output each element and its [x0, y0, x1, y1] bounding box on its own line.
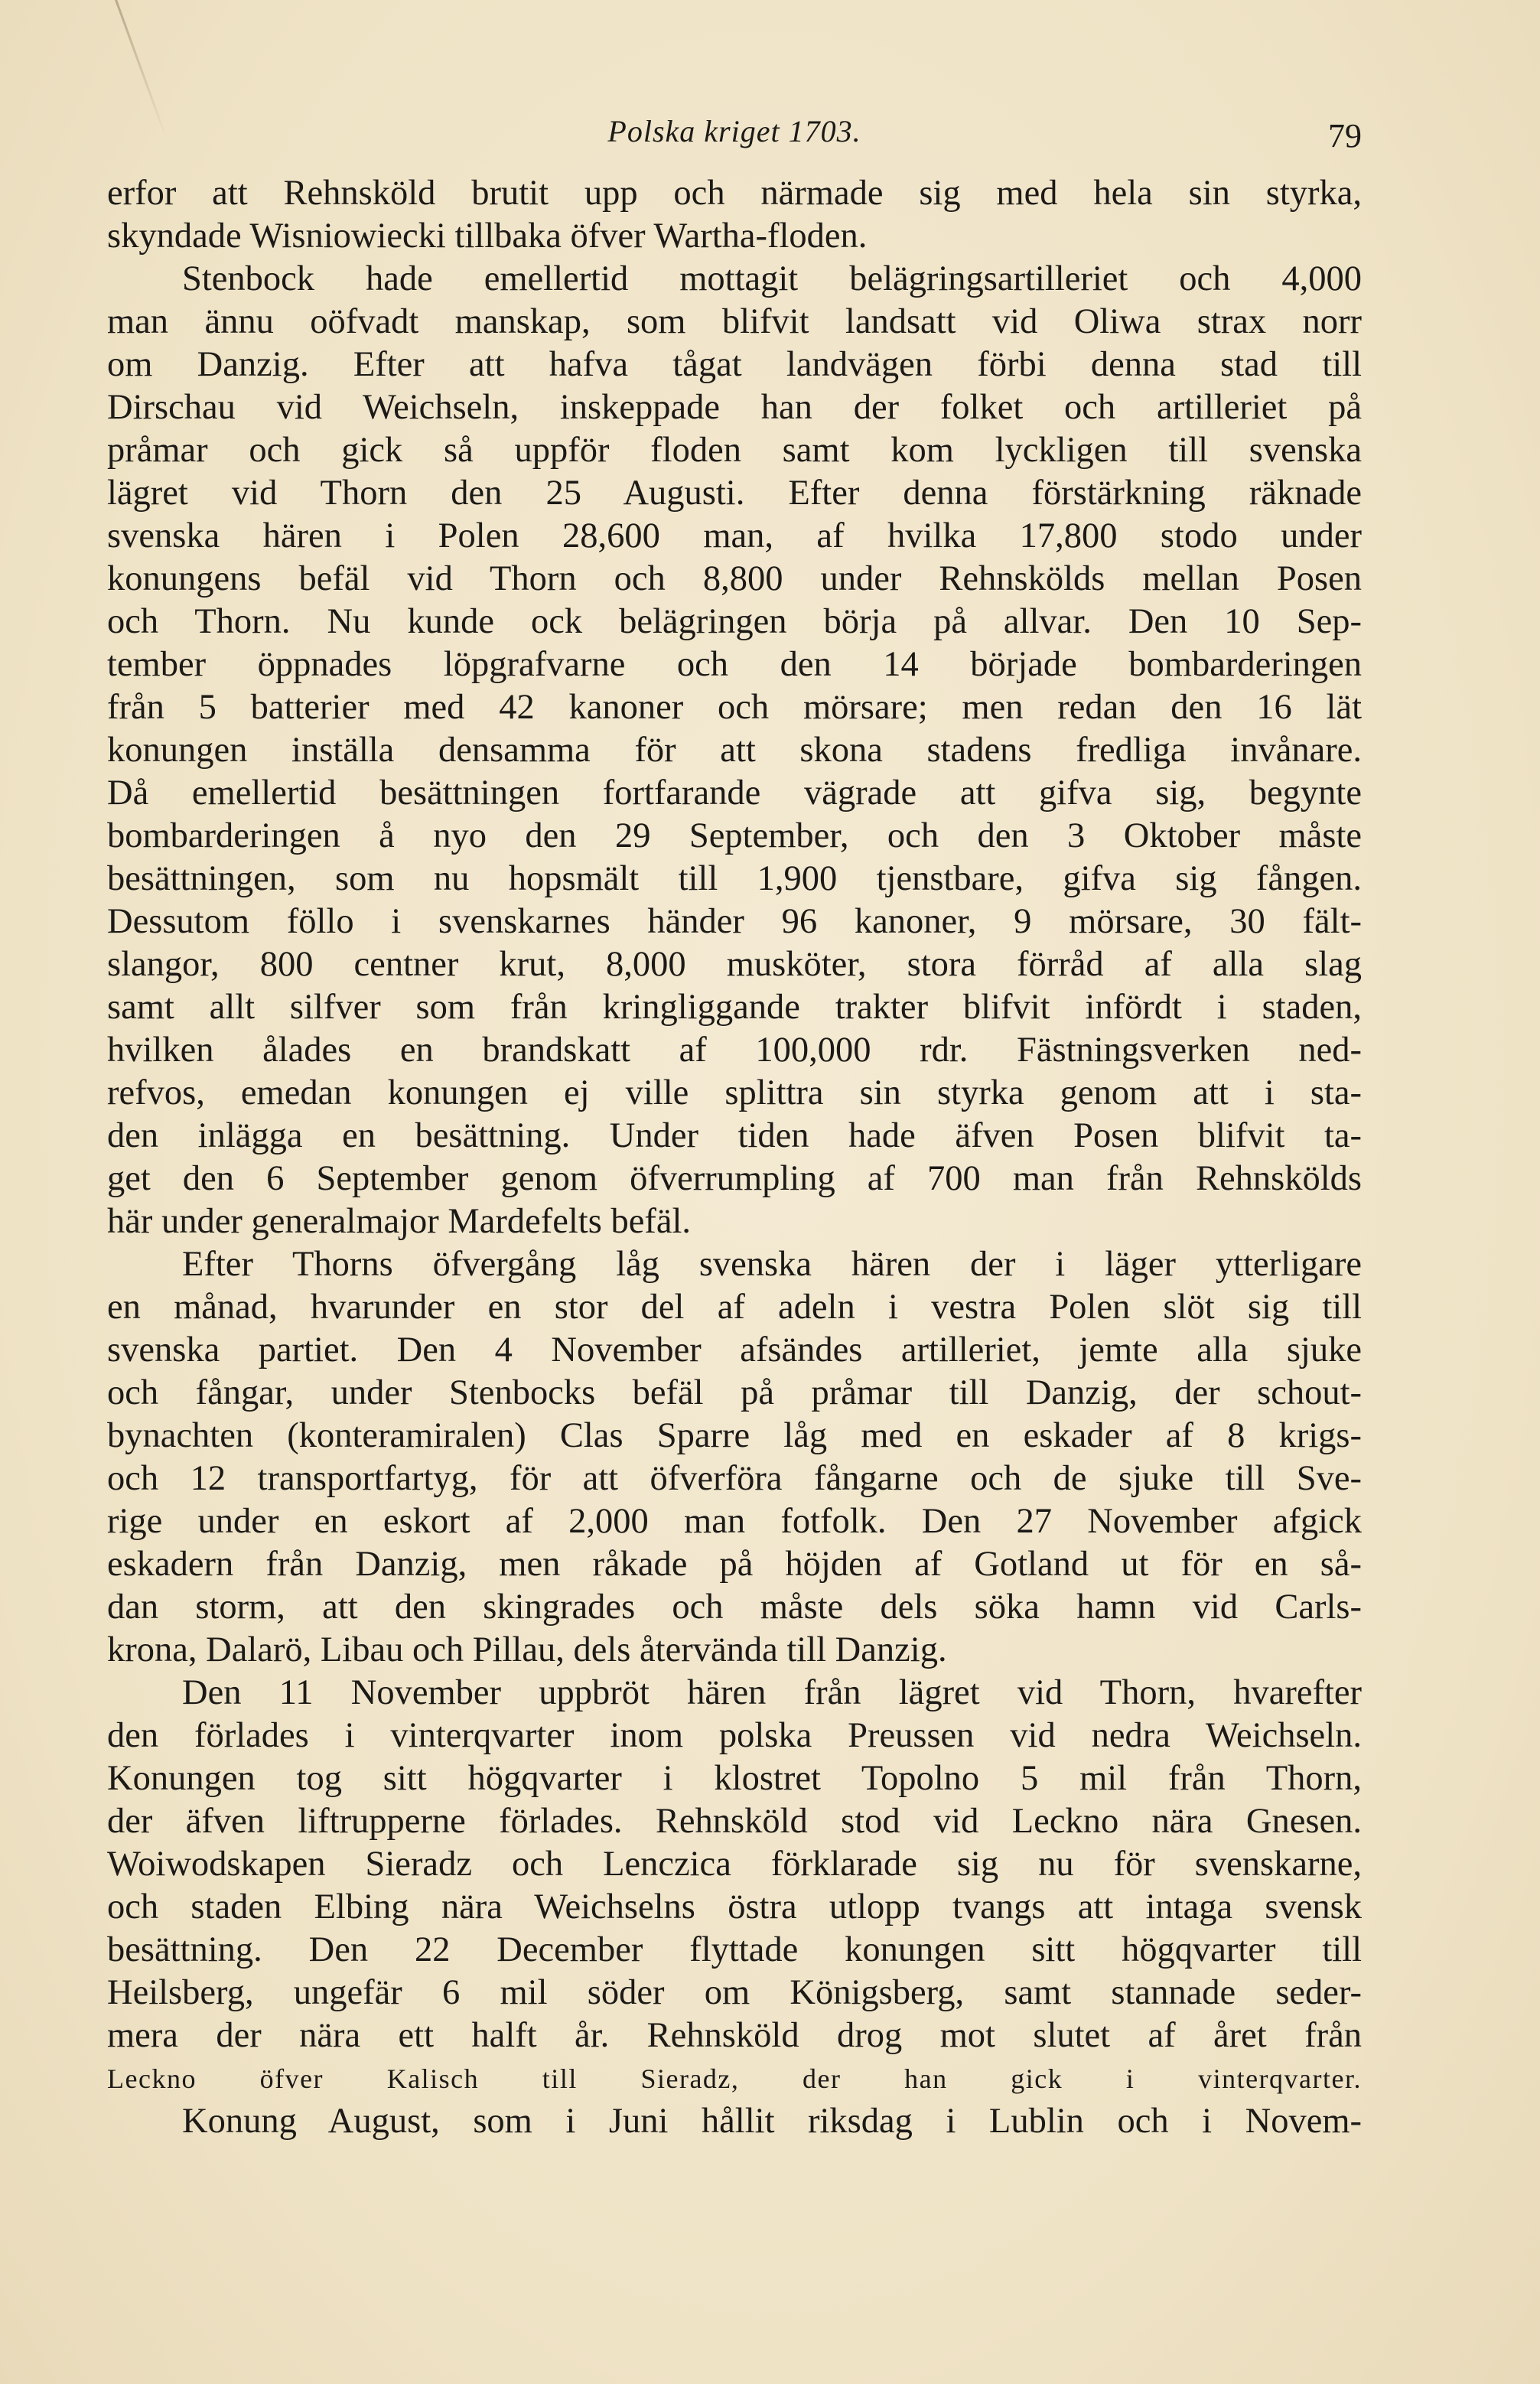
text-line: Efter Thorns öfvergång låg svenska hären der i läger ytterligare	[182, 1245, 1362, 1284]
text-line: här under generalmajor Mardefelts befäl.	[107, 1202, 692, 1241]
text-line: mera der nära ett halft år. Rehnsköld drog mot slutet af året från	[107, 2016, 1362, 2055]
text-line: pråmar och gick så uppför floden samt kom lyckligen till svenska	[107, 431, 1362, 470]
text-line: svenska hären i Polen 28,600 man, af hvilka 17,800 stodo under	[107, 516, 1362, 555]
text-line: hvilken ålades en brandskatt af 100,000 rdr. Fästningsverken ned-	[107, 1031, 1362, 1070]
text-line: och fångar, under Stenbocks befäl på pråmar till Danzig, der schout-	[107, 1373, 1362, 1412]
text-line: der äfven liftrupperne förlades. Rehnsköld stod vid Leckno nära Gnesen.	[107, 1802, 1362, 1841]
body-text	[107, 172, 1362, 2143]
text-line: lägret vid Thorn den 25 Augusti. Efter denna förstärkning räknade	[107, 474, 1362, 513]
text-line: från 5 batterier med 42 kanoner och mörsare; men redan den 16 lät	[107, 688, 1362, 727]
text-line: Konung August, som i Juni hållit riksdag i Lublin och i Novem-	[182, 2102, 1362, 2141]
text-line: Heilsberg, ungefär 6 mil söder om Königsberg, samt stannade seder-	[107, 1973, 1362, 2012]
running-title: Polska kriget 1703.	[607, 114, 861, 148]
text-line: Leckno öfver Kalisch till Sieradz, der han gick i vinterqvarter.	[107, 2063, 1362, 2094]
text-line: den förlades i vinterqvarter inom polska Preussen vid nedra Weichseln.	[107, 1716, 1362, 1755]
text-line: rige under en eskort af 2,000 man fotfolk. Den 27 November afgick	[107, 1502, 1362, 1541]
text-line: om Danzig. Efter att hafva tågat landvägen förbi denna stad till	[107, 345, 1362, 384]
text-line: och staden Elbing nära Weichselns östra utlopp tvangs att intaga svensk	[107, 1887, 1362, 1926]
text-line: krona, Dalarö, Libau och Pillau, dels återvända till Danzig.	[107, 1630, 947, 1669]
text-line: slangor, 800 centner krut, 8,000 musköter, stora förråd af alla slag	[107, 945, 1362, 984]
text-line: erfor att Rehnsköld brutit upp och närmade sig med hela sin styrka,	[107, 174, 1362, 213]
text-line: get den 6 September genom öfverrumpling af 700 man från Rehnskölds	[107, 1159, 1362, 1198]
text-line: besättning. Den 22 December flyttade konungen sitt högqvarter till	[107, 1930, 1362, 1969]
text-line: skyndade Wisniowiecki tillbaka öfver Wartha-floden.	[107, 217, 868, 256]
text-line: man ännu oöfvadt manskap, som blifvit landsatt vid Oliwa strax norr	[107, 302, 1362, 341]
text-line: samt allt silfver som från kringliggande trakter blifvit infördt i staden,	[107, 988, 1362, 1027]
text-line: besättningen, som nu hopsmält till 1,900 tjenstbare, gifva sig fången.	[107, 859, 1362, 898]
page-header	[107, 113, 1362, 159]
text-line: Då emellertid besättningen fortfarande vägrade att gifva sig, begynte	[107, 773, 1362, 813]
text-line: en månad, hvarunder en stor del af adeln i vestra Polen slöt sig till	[107, 1288, 1362, 1327]
text-line: tember öppnades löpgrafvarne och den 14 började bombarderingen	[107, 645, 1362, 684]
text-line: refvos, emedan konungen ej ville splittra sin styrka genom att i sta-	[107, 1073, 1362, 1112]
text-line: och 12 transportfartyg, för att öfverföra fångarne och de sjuke till Sve-	[107, 1459, 1362, 1498]
text-line: bombarderingen å nyo den 29 September, och den 3 Oktober måste	[107, 816, 1362, 855]
text-line: Dessutom föllo i svenskarnes händer 96 kanoner, 9 mörsare, 30 fält-	[107, 902, 1362, 941]
text-line: eskadern från Danzig, men råkade på höjden af Gotland ut för en så-	[107, 1545, 1362, 1584]
text-line: konungens befäl vid Thorn och 8,800 under Rehnskölds mellan Posen	[107, 559, 1362, 598]
text-line: Stenbock hade emellertid mottagit belägringsartilleriet och 4,000	[182, 259, 1362, 298]
text-line: Den 11 November uppbröt hären från lägret vid Thorn, hvarefter	[182, 1673, 1362, 1712]
text-line: Woiwodskapen Sieradz och Lenczica förklarade sig nu för svenskarne,	[107, 1845, 1362, 1884]
text-line: dan storm, att den skingrades och måste dels söka hamn vid Carls-	[107, 1588, 1362, 1627]
text-line: den inlägga en besättning. Under tiden hade äfven Posen blifvit ta-	[107, 1116, 1362, 1155]
text-line: Konungen tog sitt högqvarter i klostret Topolno 5 mil från Thorn,	[107, 1759, 1362, 1798]
text-line: bynachten (konteramiralen) Clas Sparre låg med en eskader af 8 krigs-	[107, 1416, 1362, 1455]
text-line: konungen inställa densamma för att skona stadens fredliga invånare.	[107, 731, 1362, 770]
text-line: och Thorn. Nu kunde ock belägringen börja på allvar. Den 10 Sep-	[107, 602, 1362, 641]
text-line: svenska partiet. Den 4 November afsändes artilleriet, jemte alla sjuke	[107, 1330, 1362, 1369]
page-number: 79	[1328, 117, 1362, 155]
text-line: Dirschau vid Weichseln, inskeppade han der folket och artilleriet på	[107, 388, 1362, 427]
